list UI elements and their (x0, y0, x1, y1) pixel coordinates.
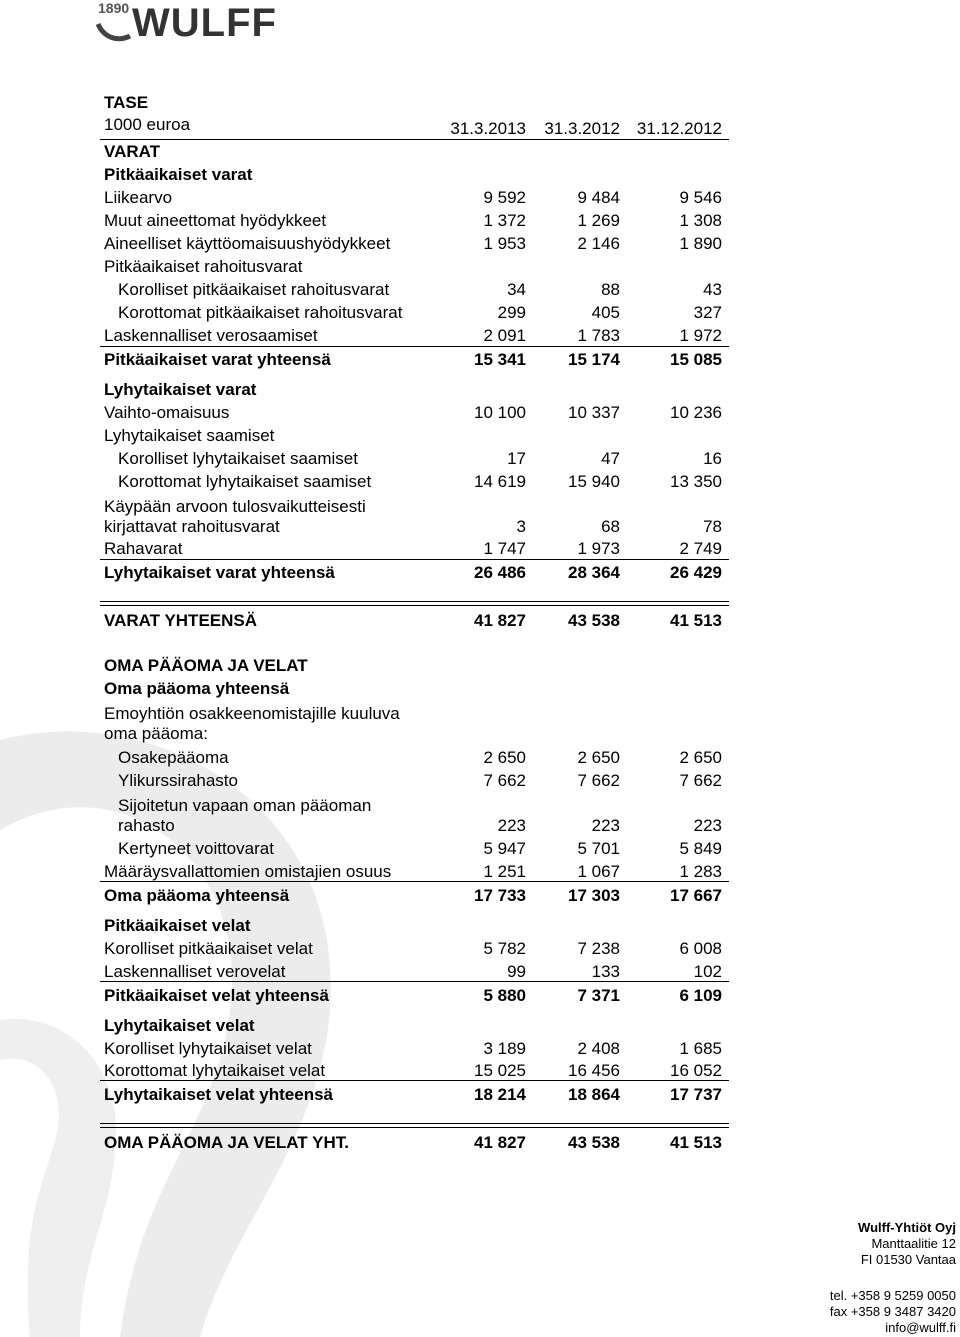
row-label: Vaihto-omaisuus (104, 403, 230, 422)
row-value: 1 372 (483, 211, 526, 230)
row-value: 1 747 (483, 539, 526, 558)
row-label: Ylikurssirahasto (118, 771, 238, 790)
row-value: 68 (601, 517, 620, 536)
subtotal-value: 15 341 (474, 350, 526, 369)
subtotal-value: 17 737 (670, 1085, 722, 1104)
row-label: Kertyneet voittovarat (118, 839, 274, 858)
total-double-rule (100, 1123, 729, 1128)
subtotal-rule (100, 881, 729, 882)
row-value: 1 308 (679, 211, 722, 230)
row-value: 223 (693, 816, 722, 835)
subtotal-value: 26 429 (670, 563, 722, 582)
header-rule (100, 139, 729, 140)
row-value: 5 849 (679, 839, 722, 858)
subtotal-value: 15 174 (568, 350, 620, 369)
row-value: 16 (703, 449, 722, 468)
row-value: 2 650 (577, 748, 620, 767)
row-value: 5 782 (483, 939, 526, 958)
row-label: kirjattavat rahoitusvarat (104, 517, 280, 536)
column-header: 31.3.2013 (450, 119, 526, 138)
row-value: 1 783 (577, 326, 620, 345)
grand-total-value: 43 538 (568, 611, 620, 630)
row-value: 9 546 (679, 188, 722, 207)
subtotal-label: Lyhytaikaiset varat yhteensä (104, 563, 335, 582)
row-label: oma pääoma: (104, 724, 208, 743)
subtotal-rule (100, 346, 729, 347)
row-value: 5 701 (577, 839, 620, 858)
subtotal-rule (100, 559, 729, 560)
report-unit: 1000 euroa (104, 115, 191, 134)
row-value: 43 (703, 280, 722, 299)
row-value: 327 (693, 303, 722, 322)
row-value: 1 685 (679, 1039, 722, 1058)
row-label: Korolliset pitkäaikaiset rahoitusvarat (118, 280, 390, 299)
row-label: Käypään arvoon tulosvaikutteisesti (104, 497, 366, 516)
subtotal-value: 28 364 (568, 563, 620, 582)
subtotal-value: 17 303 (568, 886, 620, 905)
phone-number: tel. +358 9 5259 0050 (829, 1288, 956, 1303)
row-label: Korolliset lyhytaikaiset saamiset (118, 449, 358, 468)
row-value: 7 662 (679, 771, 722, 790)
logo-name: WULFF (132, 1, 277, 44)
row-value: 1 067 (577, 862, 620, 881)
subtotal-label: Pitkäaikaiset varat yhteensä (104, 350, 331, 369)
row-value: 1 973 (577, 539, 620, 558)
row-value: 133 (591, 962, 620, 981)
column-header: 31.3.2012 (544, 119, 620, 138)
row-value: 405 (591, 303, 620, 322)
row-value: 2 408 (577, 1039, 620, 1058)
column-header: 31.12.2012 (636, 119, 722, 138)
row-value: 223 (497, 816, 526, 835)
section-heading: OMA PÄÄOMA JA VELAT (104, 656, 308, 675)
street-address: Manttaalitie 12 (871, 1236, 956, 1251)
row-label: Liikearvo (104, 188, 173, 207)
row-value: 10 236 (670, 403, 722, 422)
row-value: 14 619 (474, 472, 526, 491)
row-label: Korottomat pitkäaikaiset rahoitusvarat (118, 303, 403, 322)
row-value: 2 650 (679, 748, 722, 767)
row-label: Määräysvallattomien omistajien osuus (104, 862, 392, 881)
row-value: 2 091 (483, 326, 526, 345)
row-value: 2 749 (679, 539, 722, 558)
row-value: 223 (591, 816, 620, 835)
row-label: Aineelliset käyttöomaisuushyödykkeet (104, 234, 391, 253)
subsection-heading: Pitkäaikaiset velat (104, 916, 251, 935)
logo-year: 1890 (98, 0, 130, 16)
grand-total-label: OMA PÄÄOMA JA VELAT YHT. (104, 1133, 349, 1152)
row-value: 7 238 (577, 939, 620, 958)
subtotal-value: 17 667 (670, 886, 722, 905)
row-label: Lyhytaikaiset saamiset (104, 426, 275, 445)
row-value: 7 662 (577, 771, 620, 790)
subtotal-rule (100, 1080, 729, 1081)
row-value: 10 337 (568, 403, 620, 422)
row-label: Korottomat lyhytaikaiset saamiset (118, 472, 372, 491)
row-value: 15 940 (568, 472, 620, 491)
subtotal-value: 7 371 (577, 986, 620, 1005)
grand-total-value: 41 513 (670, 1133, 722, 1152)
subtotal-value: 5 880 (483, 986, 526, 1005)
row-label: Rahavarat (104, 539, 183, 558)
row-value: 1 972 (679, 326, 722, 345)
row-value: 2 146 (577, 234, 620, 253)
total-double-rule (100, 601, 729, 606)
row-value: 13 350 (670, 472, 722, 491)
row-value: 99 (507, 962, 526, 981)
row-label: Emoyhtiön osakkeenomistajille kuuluva (104, 704, 400, 723)
row-value: 1 890 (679, 234, 722, 253)
row-label: Korottomat lyhytaikaiset velat (104, 1061, 326, 1080)
section-heading: VARAT (104, 142, 161, 161)
company-address (858, 1220, 956, 1268)
row-value: 15 025 (474, 1061, 526, 1080)
report-title: TASE (104, 93, 149, 112)
wulff-logo (96, 0, 376, 44)
row-value: 9 592 (483, 188, 526, 207)
row-value: 3 (516, 517, 526, 536)
row-label: Muut aineettomat hyödykkeet (104, 211, 327, 230)
row-value: 88 (601, 280, 620, 299)
row-label: Laskennalliset verosaamiset (104, 326, 318, 345)
row-value: 78 (703, 517, 722, 536)
subtotal-label: Pitkäaikaiset velat yhteensä (104, 986, 329, 1005)
subsection-heading: Lyhytaikaiset varat (104, 380, 257, 399)
subtotal-value: 26 486 (474, 563, 526, 582)
subsection-heading: Lyhytaikaiset velat (104, 1016, 255, 1035)
subtotal-value: 18 214 (474, 1085, 526, 1104)
row-value: 17 (507, 449, 526, 468)
subtotal-value: 6 109 (679, 986, 722, 1005)
row-value: 16 052 (670, 1061, 722, 1080)
row-value: 34 (507, 280, 526, 299)
subtotal-value: 17 733 (474, 886, 526, 905)
grand-total-value: 41 513 (670, 611, 722, 630)
row-label: Laskennalliset verovelat (104, 962, 286, 981)
row-value: 299 (497, 303, 526, 322)
row-value: 6 008 (679, 939, 722, 958)
city-address: FI 01530 Vantaa (860, 1252, 956, 1267)
grand-total-value: 41 827 (474, 1133, 526, 1152)
company-contact (830, 1288, 956, 1336)
row-value: 1 953 (483, 234, 526, 253)
subsection-heading: Pitkäaikaiset varat (104, 165, 253, 184)
row-label: Sijoitetun vapaan oman pääoman (118, 796, 372, 815)
row-label: rahasto (118, 816, 175, 835)
subtotal-label: Oma pääoma yhteensä (104, 886, 290, 905)
row-label: Pitkäaikaiset rahoitusvarat (104, 257, 303, 276)
subtotal-label: Lyhytaikaiset velat yhteensä (104, 1085, 333, 1104)
row-value: 5 947 (483, 839, 526, 858)
grand-total-label: VARAT YHTEENSÄ (104, 611, 258, 630)
company-name: Wulff-Yhtiöt Oyj (858, 1220, 956, 1235)
row-label: Korolliset pitkäaikaiset velat (104, 939, 313, 958)
row-value: 9 484 (577, 188, 620, 207)
subtotal-value: 18 864 (568, 1085, 620, 1104)
subsection-heading: Oma pääoma yhteensä (104, 679, 290, 698)
grand-total-value: 41 827 (474, 611, 526, 630)
subtotal-rule (100, 981, 729, 982)
row-label: Korolliset lyhytaikaiset velat (104, 1039, 312, 1058)
row-value: 16 456 (568, 1061, 620, 1080)
subtotal-value: 15 085 (670, 350, 722, 369)
grand-total-value: 43 538 (568, 1133, 620, 1152)
row-value: 1 269 (577, 211, 620, 230)
row-value: 3 189 (483, 1039, 526, 1058)
row-value: 10 100 (474, 403, 526, 422)
row-value: 7 662 (483, 771, 526, 790)
fax-number: fax +358 9 3487 3420 (829, 1304, 956, 1319)
row-value: 102 (693, 962, 722, 981)
row-value: 1 283 (679, 862, 722, 881)
row-value: 1 251 (483, 862, 526, 881)
row-value: 47 (601, 449, 620, 468)
row-label: Osakepääoma (118, 748, 229, 767)
email-link[interactable]: info@wulff.fi (885, 1320, 956, 1335)
row-value: 2 650 (483, 748, 526, 767)
